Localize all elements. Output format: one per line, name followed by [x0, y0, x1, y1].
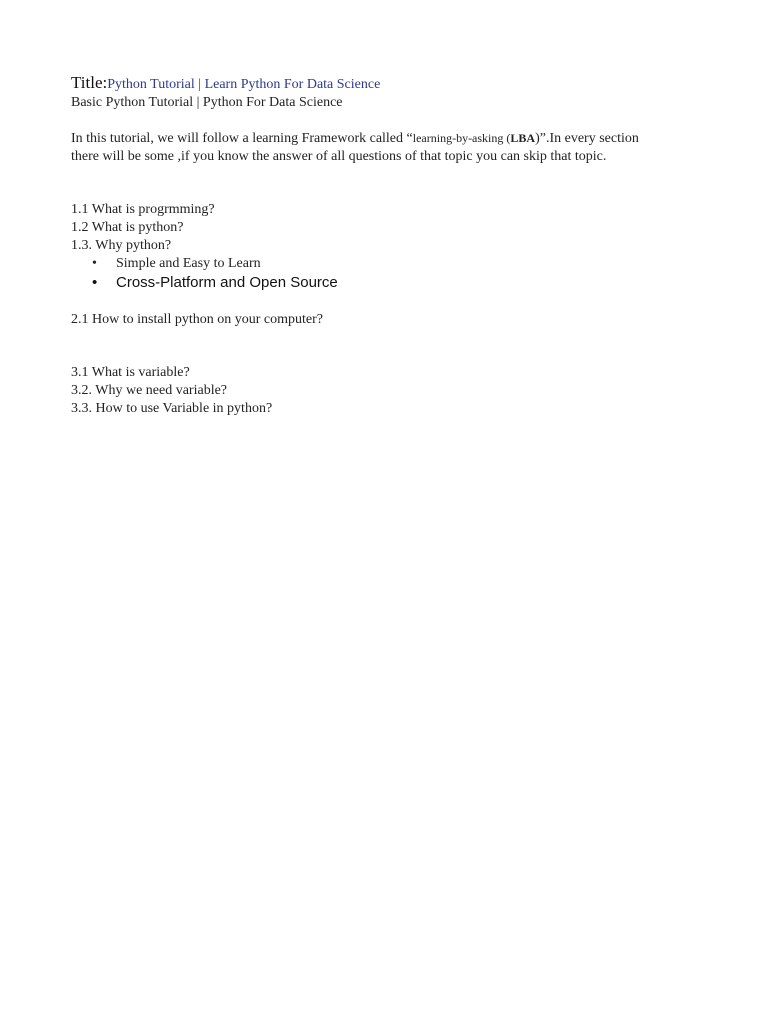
- intro-framework-abbr: LBA: [510, 131, 536, 145]
- intro-line-1: [71, 129, 711, 148]
- title-line: [71, 72, 711, 94]
- bullet-icon: •: [92, 256, 97, 271]
- title-label: Title:: [71, 73, 108, 92]
- question-2-1: 2.1 How to install python on your computer?: [71, 312, 323, 327]
- list-item-text: Cross-Platform and Open Source: [116, 274, 338, 291]
- question-1-1: 1.1 What is progrmming?: [71, 202, 215, 217]
- question-3-2: 3.2. Why we need variable?: [71, 383, 228, 398]
- intro-paragraph: [71, 129, 711, 166]
- intro-text-1: In this tutorial, we will follow a learning Framework called “: [71, 131, 413, 146]
- list-item: [71, 273, 711, 293]
- section-2: [71, 311, 711, 329]
- question-1-2: 1.2 What is python?: [71, 220, 184, 235]
- subtitle: Basic Python Tutorial | Python For Data Science: [71, 95, 343, 110]
- list-item: [71, 255, 711, 273]
- intro-framework-name: learning-by-asking (: [412, 131, 511, 145]
- list-item-text: Simple and Easy to Learn: [116, 256, 261, 271]
- question-1-3: 1.3. Why python?: [71, 238, 172, 253]
- intro-line-2: there will be some ,if you know the answer of all questions of that topic you can skip that topic.: [71, 149, 607, 164]
- bullet-icon: •: [92, 274, 98, 291]
- intro-text-2: )”.In every section: [535, 131, 639, 146]
- question-3-3: 3.3. How to use Variable in python?: [71, 401, 273, 416]
- document-page: [71, 72, 711, 418]
- section-3: [71, 364, 711, 418]
- section-1: [71, 201, 711, 293]
- title-text: Python Tutorial | Learn Python For Data Science: [107, 77, 381, 92]
- reasons-list: [71, 255, 711, 293]
- question-3-1: 3.1 What is variable?: [71, 365, 190, 380]
